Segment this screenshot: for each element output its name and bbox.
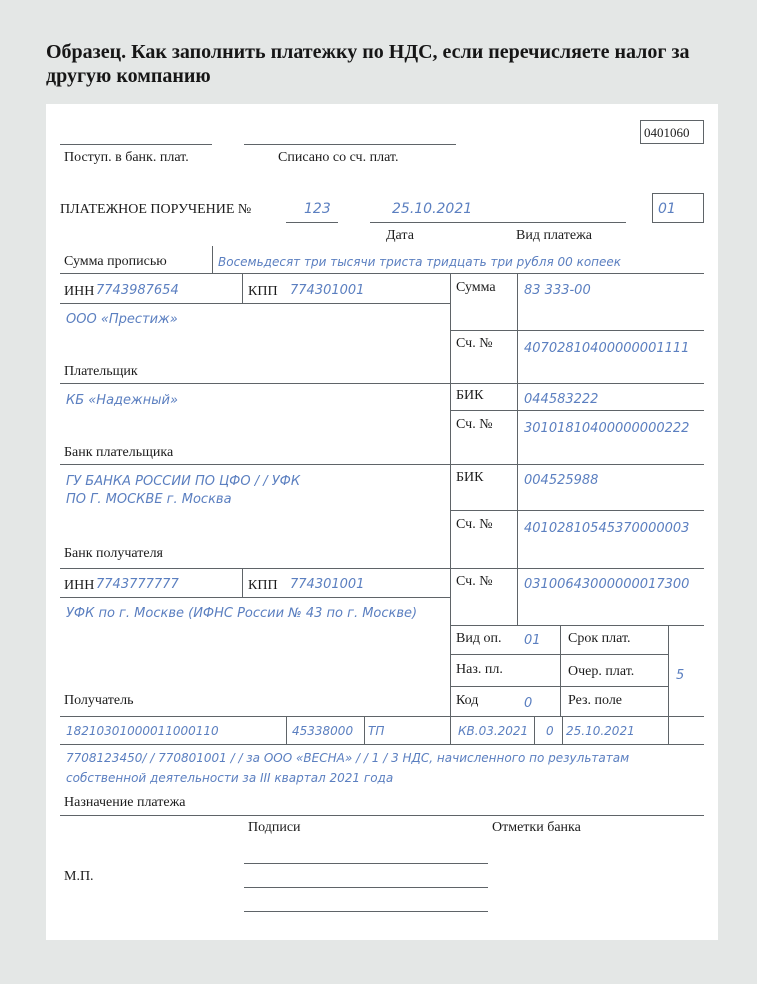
code-value: 0	[524, 696, 533, 711]
basis-value: ТП	[368, 724, 385, 738]
recipient-bank-account-label: Сч. №	[456, 517, 493, 532]
recipient-bank-bik-label: БИК	[456, 470, 484, 485]
purpose-code-label: Наз. пл.	[456, 662, 503, 677]
sum-value: 83 333-00	[524, 283, 591, 298]
signature-line	[244, 887, 488, 888]
kbk-value: 18210301000011000110	[66, 724, 219, 738]
payer-kpp-label: КПП	[248, 284, 278, 299]
date-label: Дата	[386, 228, 414, 243]
purpose-line1: 7708123450/ / 770801001 / / за ООО «ВЕСНА» / / 1 / 3 НДС, начисленного по результатам	[66, 751, 630, 765]
recipient-bank-name-line1: ГУ БАНКА РОССИИ ПО ЦФО / / УФК	[66, 474, 301, 489]
payer-account-label: Сч. №	[456, 336, 493, 351]
payer-kpp: 774301001	[290, 283, 365, 298]
recipient-bank-account: 40102810545370000003	[524, 521, 690, 536]
payer-account: 40702810400000001111	[524, 341, 690, 356]
doc-number-value: 0	[546, 724, 554, 738]
form-code: 0401060	[644, 125, 690, 140]
purpose-line2: собственной деятельности за III квартал 2021 года	[66, 771, 394, 785]
debited-label: Списано со сч. плат.	[278, 150, 399, 165]
page-heading: Образец. Как заполнить платежку по НДС, если перечисляете налог за другую компанию	[46, 41, 690, 87]
received-label: Поступ. в банк. плат.	[64, 150, 189, 165]
bank-marks-label: Отметки банка	[492, 820, 581, 835]
recipient-bank-name-line2: ПО Г. МОСКВЕ г. Москва	[66, 492, 232, 507]
op-type: 01	[524, 633, 541, 648]
op-type-label: Вид оп.	[456, 631, 502, 646]
payer-bank-bik-label: БИК	[456, 388, 484, 403]
sum-label: Сумма	[456, 280, 496, 295]
recipient-bank-bik: 004525988	[524, 473, 599, 488]
payer-bank-label: Банк плательщика	[64, 445, 174, 460]
payer-inn-label: ИНН	[64, 284, 95, 299]
status-value: 01	[658, 201, 676, 217]
payer-bank-bik: 044583222	[524, 392, 599, 407]
payer-bank-name: КБ «Надежный»	[66, 393, 178, 408]
period-value: КВ.03.2021	[458, 724, 529, 738]
payer-bank-account: 30101810400000000222	[524, 421, 690, 436]
recipient-label: Получатель	[64, 693, 134, 708]
order-date: 25.10.2021	[392, 201, 473, 217]
amount-words: Восемьдесят три тысячи триста тридцать три рубля 00 копеек	[218, 255, 622, 269]
amount-words-label: Сумма прописью	[64, 254, 167, 269]
order-number: 123	[304, 201, 331, 217]
signatures-label: Подписи	[248, 820, 301, 835]
payment-order-form	[46, 104, 718, 940]
payer-bank-account-label: Сч. №	[456, 417, 493, 432]
payer-inn: 7743987654	[96, 283, 179, 298]
recipient-inn: 7743777777	[96, 577, 179, 592]
code-label: Код	[456, 693, 479, 708]
purpose-label: Назначение платежа	[64, 795, 186, 810]
recipient-account-label: Сч. №	[456, 574, 493, 589]
priority-value: 5	[676, 668, 685, 683]
form-title: ПЛАТЕЖНОЕ ПОРУЧЕНИЕ №	[60, 202, 252, 217]
doc-date-value: 25.10.2021	[566, 724, 635, 738]
payer-label: Плательщик	[64, 364, 138, 379]
recipient-bank-label: Банк получателя	[64, 546, 163, 561]
payer-name: ООО «Престиж»	[66, 312, 178, 327]
stamp-label: М.П.	[64, 869, 94, 884]
recipient-name: УФК по г. Москве (ИФНС России № 43 по г. Москве)	[66, 606, 418, 621]
recipient-kpp: 774301001	[290, 577, 365, 592]
oktmo-value: 45338000	[292, 724, 354, 738]
recipient-inn-label: ИНН	[64, 578, 95, 593]
due-label: Срок плат.	[568, 631, 631, 646]
priority-label: Очер. плат.	[568, 664, 635, 679]
recipient-kpp-label: КПП	[248, 578, 278, 593]
reserve-label: Рез. поле	[568, 693, 623, 708]
signature-line	[244, 863, 488, 864]
recipient-account: 03100643000000017300	[524, 577, 690, 592]
payment-type-label: Вид платежа	[516, 228, 593, 243]
signature-line	[244, 911, 488, 912]
